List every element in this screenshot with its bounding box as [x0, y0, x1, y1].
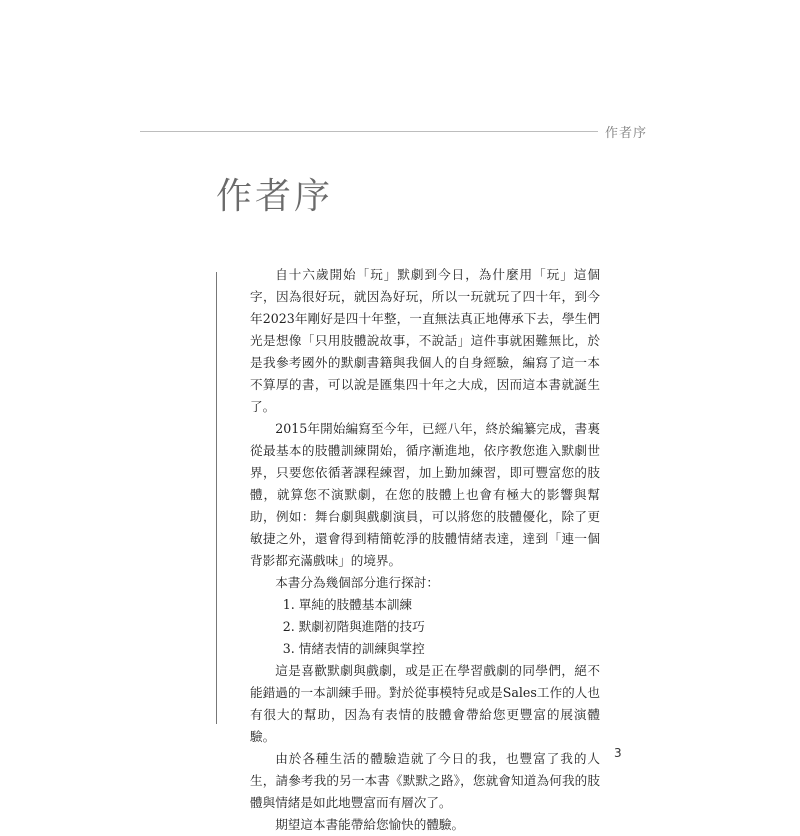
list-item: 2. 默劇初階與進階的技巧	[282, 619, 425, 634]
running-head: 作者序	[605, 126, 648, 141]
paragraph: 由於各種生活的體驗造就了今日的我，也豐富了我的人生，請參考我的另一本書《默默之路》，您就會知道為何我的肢體與情緒是如此地豐富而有層次了。	[250, 751, 600, 810]
body-text	[250, 264, 600, 836]
chapter-title: 作者序	[216, 176, 334, 217]
list-item: 1. 單純的肢體基本訓練	[282, 597, 413, 612]
list-item: 3. 情緒表情的訓練與掌控	[282, 641, 425, 656]
side-rule	[216, 272, 217, 724]
paragraph: 期望這本書能帶給您愉快的體驗。	[275, 817, 465, 832]
paragraph: 本書分為幾個部分進行探討：	[275, 575, 439, 590]
paragraph: 2015年開始編寫至今年，已經八年，終於編纂完成，書裏從最基本的肢體訓練開始，循序漸進地，依序教您進入默劇世界，只要您依循著課程練習，加上勤加練習，即可豐富您的肢體，就算您不演默劇，在您的肢體上也會有極大的影響與幫助，例如：舞台劇與戲劇演員，可以將您的肢體優化，除了更敏捷之外，還會得到精簡乾淨的肢體情緒表達，達到「連一個背影都充滿戲味」的境界。	[250, 421, 600, 568]
page-number: 3	[614, 746, 622, 760]
header-rule	[140, 131, 598, 132]
paragraph: 這是喜歡默劇與戲劇，或是正在學習戲劇的同學們，絕不能錯過的一本訓練手冊。對於從事模特兒或是Sales工作的人也有很大的幫助，因為有表情的肢體會帶給您更豐富的展演體驗。	[250, 663, 600, 744]
paragraph: 自十六歲開始「玩」默劇到今日，為什麼用「玩」這個字，因為很好玩，就因為好玩，所以一玩就玩了四十年，到今年2023年剛好是四十年整，一直無法真正地傳承下去，學生們光是想像「只用肢體說故事，不說話」這件事就困難無比，於是我參考國外的默劇書籍與我個人的自身經驗，編寫了這一本不算厚的書，可以說是匯集四十年之大成，因而這本書就誕生了。	[250, 267, 600, 414]
